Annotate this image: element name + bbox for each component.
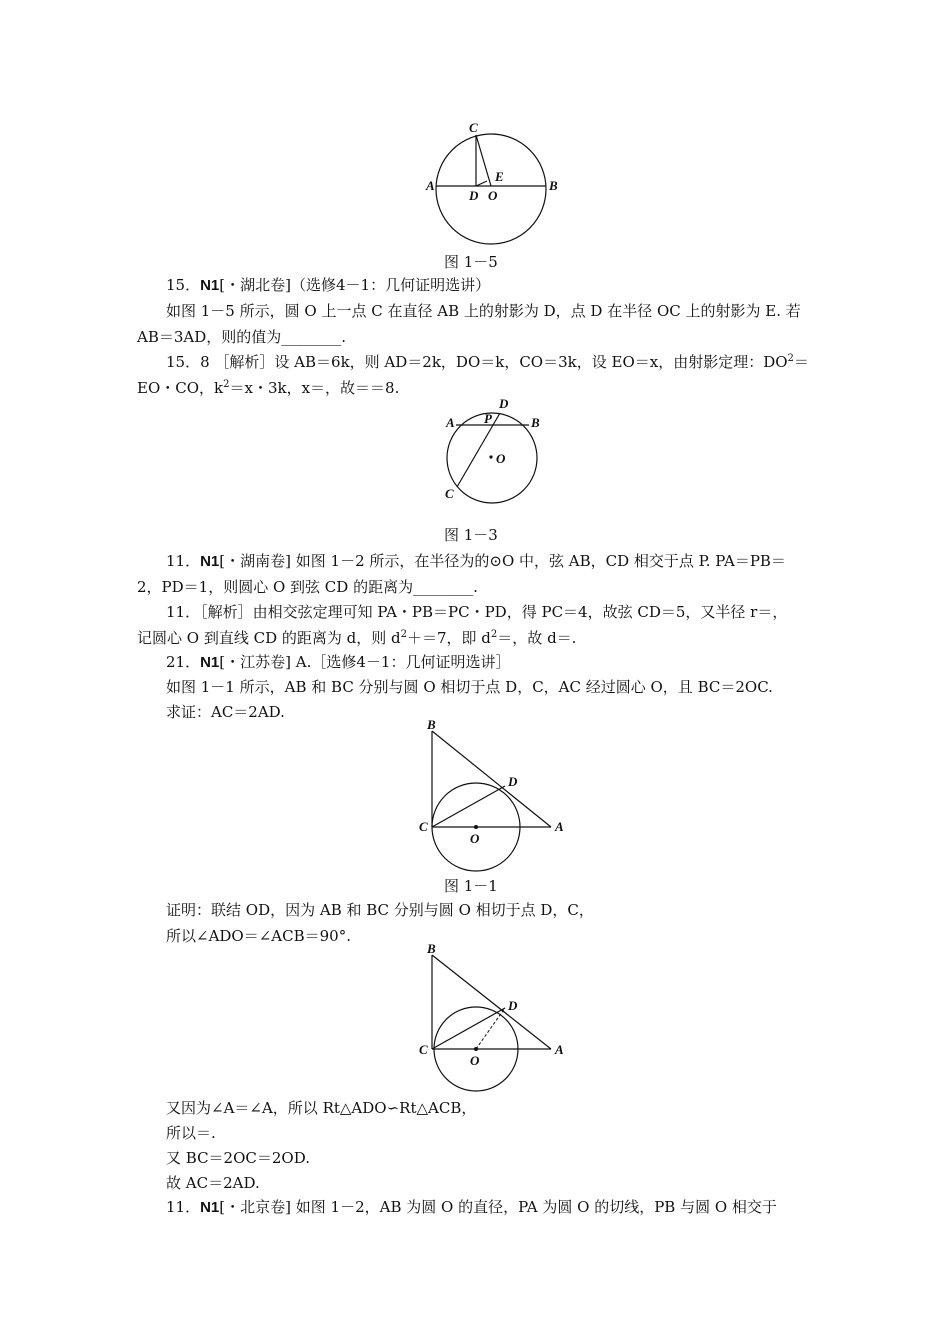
fig15-label-a: A [426,178,435,193]
p21-question-line2: 求证：AC＝2AD. [166,703,285,721]
fig15-segment-de [476,181,487,186]
figure-1-1-proof [418,940,573,1070]
fig15-segment-co [476,135,491,186]
fig11-center-dot [474,825,478,829]
fig13-label-a: A [446,415,455,430]
p21-proof-line1: 证明：联结 OD，因为 AB 和 BC 分别与圆 O 相切于点 D，C， [166,901,594,919]
fig11b-center-dot [474,1047,478,1051]
p15-tag: N1 [200,277,220,294]
fig11-segment-ba [432,731,551,827]
fig11-label-b: B [427,717,436,732]
fig15-label-d: D [469,188,479,203]
p11h-question-line1: 11．N1[・湖南卷] 如图 1－2 所示，在半径为的⊙O 中，弦 AB，CD 相交于点 P. PA＝PB＝ [166,552,786,570]
p15-answer-line2: EO・CO，$k^2=x$・3k，x＝，故＝＝8. [137,379,400,397]
fig11b-label-b: B [427,941,436,956]
fig13-chord-cd [457,413,500,487]
fig15-label-o: O [488,188,498,203]
p15-question-line2: AB＝3AD，则的值为________. [137,328,347,346]
fig11b-label-d: D [508,998,518,1013]
fig11b-dashed-od [476,1008,505,1049]
fig13-label-b: B [531,415,540,430]
p15-question-line1: 如图 1－5 所示，圆 O 上一点 C 在直径 AB 上的射影为 D，点 D 在半径 OC 上的射影为 E. 若 [166,302,801,320]
fig13-label-p: P [484,411,492,426]
p11b-question-line1: 11．N1[・北京卷] 如图 1－2，AB 为圆 O 的直径，PA 为圆 O 的切线，PB 与圆 O 相交于 [166,1198,777,1216]
fig11-label-o: O [470,831,480,846]
p21-proof-line2: 所以∠ADO＝∠ACB＝90°. [166,927,351,945]
fig15-label-e: E [495,169,504,184]
figure-1-1 [418,718,573,863]
p15-source: [・湖北卷]（选修4－1：几何证明选讲） [219,276,491,294]
figure-1-5 [420,118,560,248]
p15-number: 15． [166,276,201,294]
fig13-label-o: O [496,451,506,466]
fig11b-label-o: O [470,1053,480,1068]
fig15-label-c: C [469,120,478,135]
p15-heading [166,275,846,296]
fig11b-label-a: A [555,1042,564,1057]
fig11b-segment-cd [432,1008,505,1049]
fig13-center-dot [489,455,492,458]
p21-heading: 21．N1[・江苏卷] A.［选修4－1：几何证明选讲］ [166,653,511,671]
fig13-label-d: D [499,396,509,411]
figure-1-3 [440,396,550,511]
fig11-label-c: C [419,819,428,834]
p21-question-line1: 如图 1－1 所示，AB 和 BC 分别与圆 O 相切于点 D，C，AC 经过圆心 O，且 BC＝2OC. [166,678,773,696]
fig15-caption: 图 1－5 [444,253,498,271]
fig13-label-c: C [445,486,454,501]
fig11b-segment-ba [432,955,551,1049]
fig15-label-b: B [549,178,558,193]
fig11-label-a: A [555,819,564,834]
fig11b-label-c: C [419,1042,428,1057]
p21-proof-line3: 又因为∠A＝∠A，所以 Rt△ADO∽Rt△ACB， [166,1099,477,1117]
p11h-answer-line1: 11．［解析］由相交弦定理可知 PA・PB＝PC・PD，得 PC＝4，故弦 CD＝5，又半径 r＝， [166,603,788,621]
fig11-label-d: D [508,774,518,789]
fig13-caption: 图 1－3 [444,526,498,544]
p21-proof-line4: 所以＝. [166,1124,216,1142]
p21-proof-line6: 故 AC＝2AD. [166,1174,260,1192]
p21-proof-line5: 又 BC＝2OC＝2OD. [166,1149,310,1167]
p11h-question-line2: 2，PD＝1，则圆心 O 到弦 CD 的距离为________. [137,578,478,596]
fig11-caption: 图 1－1 [444,877,498,895]
p15-answer-line1: 15．8 ［解析］设 AB＝6k，则 AD＝2k，DO＝k，CO＝3k，设 EO＝x，由射影定理：$DO^2=$ [166,353,809,371]
fig11-segment-cd [432,786,505,827]
p11h-answer-line2: 记圆心 O 到直线 CD 的距离为 d，则 $d^2+=7$，即 $d^2=$，故 d＝. [137,629,577,647]
